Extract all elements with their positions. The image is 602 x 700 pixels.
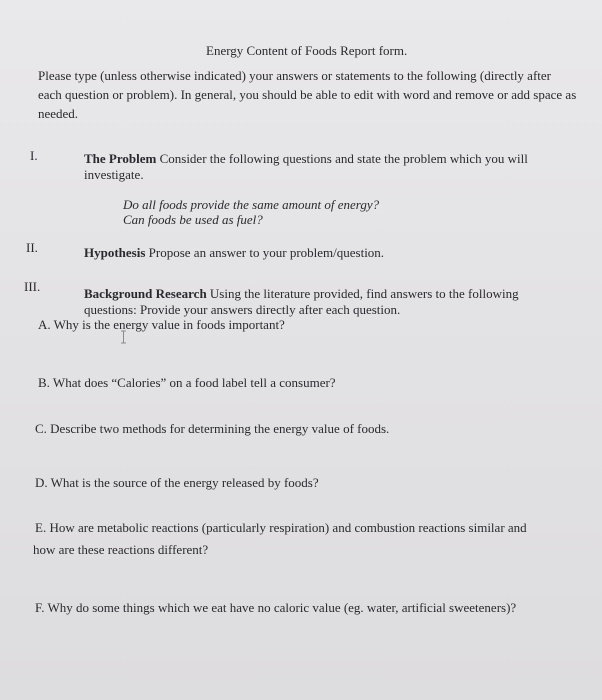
intro-paragraph: Please type (unless otherwise indicated) your answers or statements to the following (directly after each question or problem). In general, you should be able to edit with word and remove or add space as needed. [38,68,577,121]
section-2-text: Propose an answer to your problem/question. [148,245,385,260]
section-2-line [84,245,384,261]
section-2-heading: Hypothesis [84,245,146,260]
question-d: D. What is the source of the energy released by foods? [35,475,319,490]
document-title: Energy Content of Foods Report form. [206,43,408,58]
section-1-heading: The Problem [84,151,157,166]
question-f: F. Why do some things which we eat have no caloric value (eg. water, artificial sweeteners)? [35,600,517,615]
section-3-numeral: III. [24,279,41,294]
question-e-line2: how are these reactions different? [33,542,209,557]
section-3-heading: Background Research [84,286,207,301]
question-c: C. Describe two methods for determining the energy value of foods. [35,421,390,436]
section-2-numeral: II. [26,240,38,255]
section-3-text-line2: questions: Provide your answers directly after each question. [84,302,401,317]
section-3-text-line1: Using the literature provided, find answers to the following [209,286,519,301]
section-1-text-line1: Consider the following questions and state the problem which you will [159,151,528,166]
question-e-line1: E. How are metabolic reactions (particularly respiration) and combustion reactions similar and [35,520,527,535]
question-a: A. Why is the energy value in foods important? [38,317,285,332]
text-cursor-icon [120,330,127,344]
section-1-line1 [84,151,528,167]
section-1-numeral: I. [30,148,38,163]
section-3-line1 [84,286,519,302]
section-1-question-2: Can foods be used as fuel? [123,212,263,227]
section-1-text-line2: investigate. [84,167,144,182]
section-1-question-1: Do all foods provide the same amount of energy? [123,197,380,212]
question-b: B. What does “Calories” on a food label tell a consumer? [38,375,336,390]
